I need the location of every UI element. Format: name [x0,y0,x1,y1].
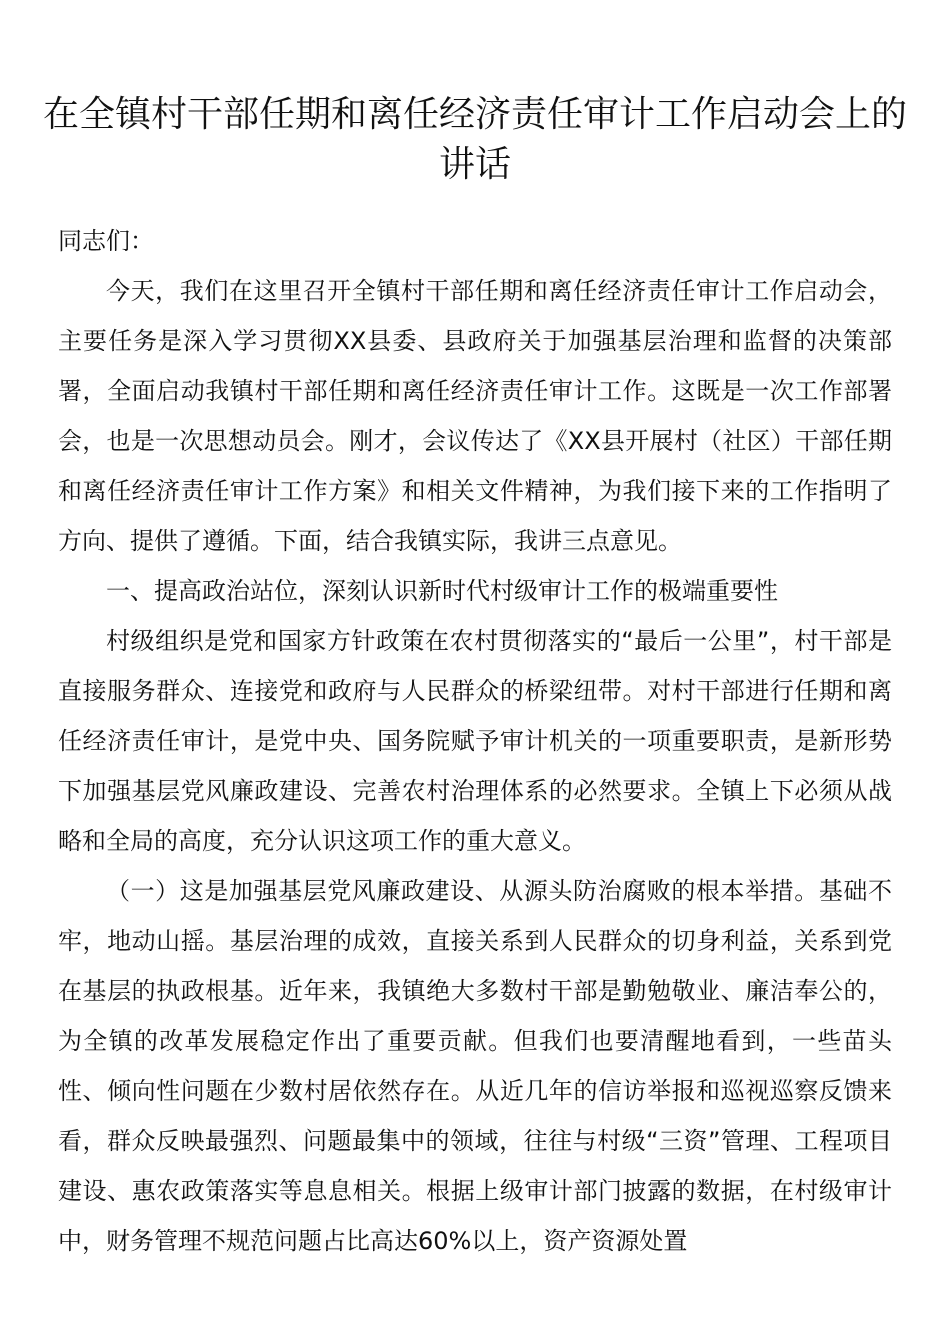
section-heading-1: 一、提高政治站位，深刻认识新时代村级审计工作的极端重要性 [106,577,778,605]
paragraph-section-1: 村级组织是党和国家方针政策在农村贯彻落实的“最后一公里”，村干部是直接服务群众、连接党和政府与人民群众的桥梁纽带。对村干部进行任期和离任经济责任审计，是党中央、国务院赋予审计机关的一项重要职责，是新形势下加强基层党风廉政建设、完善农村治理体系的必然要求。全镇上下必须从战略和全局的高度，充分认识这项工作的重大意义。 [58,627,892,855]
document-title: 在全镇村干部任期和离任经济责任审计工作启动会上的讲话 [42,94,907,186]
paragraph-subsection-1: （一）这是加强基层党风廉政建设、从源头防治腐败的根本举措。基础不牢，地动山摇。基层治理的成效，直接关系到人民群众的切身利益，关系到党在基层的执政根基。近年来，我镇绝大多数村干部是勤勉敬业、廉洁奉公的，为全镇的改革发展稳定作出了重要贡献。但我们也要清醒地看到，一些苗头性、倾向性问题在少数村居依然存在。从近几年的信访举报和巡视巡察反馈来看，群众反映最强烈、问题最集中的领域，往往与村级“三资”管理、工程项目建设、惠农政策落实等息息相关。根据上级审计部门披露的数据，在村级审计中，财务管理不规范问题占比高达60%以上，资产资源处置 [58,877,892,1255]
document-body [58,216,892,1266]
paragraph-intro: 今天，我们在这里召开全镇村干部任期和离任经济责任审计工作启动会，主要任务是深入学习贯彻XX县委、县政府关于加强基层治理和监督的决策部署，全面启动我镇村干部任期和离任经济责任审计工作。这既是一次工作部署会，也是一次思想动员会。刚才，会议传达了《XX县开展村（社区）干部任期和离任经济责任审计工作方案》和相关文件精神，为我们接下来的工作指明了方向、提供了遵循。下面，结合我镇实际，我讲三点意见。 [58,277,892,555]
salutation: 同志们： [58,227,154,255]
